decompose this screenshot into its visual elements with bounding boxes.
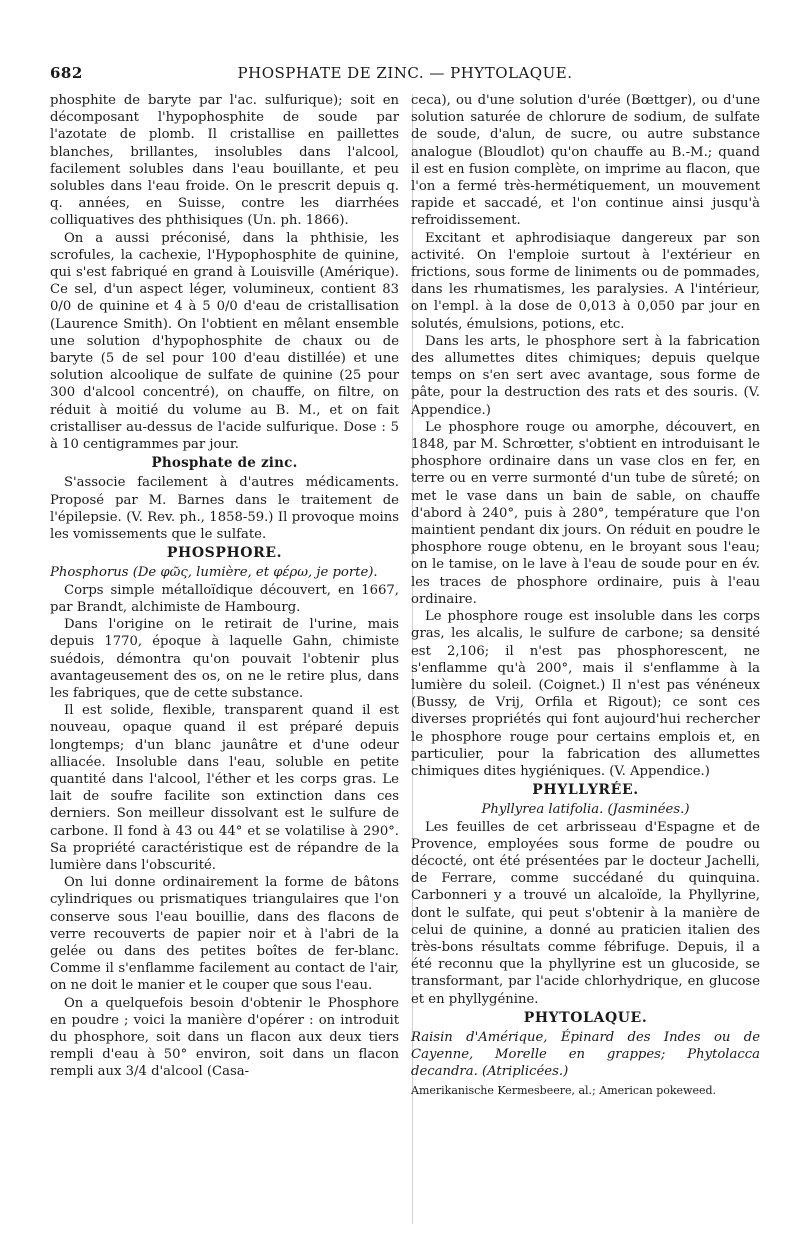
paragraph: Dans l'origine on le retirait de l'urine, mais depuis 1770, époque à laquelle Gahn, chimiste suédois, démontra qu'on pouvait l'obtenir plus avantageusement des os, on ne le retire plus, dans les fabriques, que de cette substance.: [50, 617, 399, 701]
latin-name: Phyllyrea latifolia. (Jasminées.): [481, 802, 690, 818]
paragraph: Excitant et aphrodisiaque dangereux par son activité. On l'emploie surtout à l'extérieur en frictions, sous forme de liniments ou de pommades, dans les rhumatismes, les paralysies. A l'intérieur, on l'empl. à la dose de 0,013 à 0,050 par jour en solutés, émulsions, potions, etc.: [411, 230, 760, 332]
paragraph: On lui donne ordinairement la forme de bâtons cylindriques ou prismatiques triangulaires que l'on conserve sous l'eau bouillie, dans des flacons de verre recouverts de papier noir et à l'abri de la gelée ou dans des petites boîtes de fer-blanc. Comme il s'enflamme facilement au contact de l'air, on ne doit le manier et le couper que sous l'eau.: [50, 875, 399, 994]
section-heading-phosphore: PHOSPHORE.: [166, 545, 283, 562]
left-column: [50, 92, 399, 1098]
section-heading-phytolaque: PHYTOLAQUE.: [523, 1009, 648, 1026]
paragraph: Les feuilles de cet arbrisseau d'Espagne et de Provence, employées sous forme de poudre ou décocté, ont été présentées par le docteur Jachelli, de Ferrare, comme succédané du quinquina. Carbonneri y a trouvé un alcaloïde, la Phyllyrine, dont le sulfate, qui peut s'obtenir à la manière de celui de quinine, a donné au praticien italien des très-bons résultats comme fébrifuge. Depuis, il a été reconnu que la phyllyrine est un glucoside, se transformant, par l'acide chlorhydrique, en glucose et en phyllygénine.: [411, 819, 760, 1007]
section-heading-phyllyree: PHYLLYRÉE.: [532, 782, 639, 799]
paragraph: S'associe facilement à d'autres médicaments. Proposé par M. Barnes dans le traitement de l'épilepsie. (V. Rev. ph., 1858-59.) Il provoque moins les vomissements que le sulfate.: [50, 475, 399, 543]
right-column: [411, 92, 760, 1098]
paragraph: Dans les arts, le phosphore sert à la fabrication des allumettes dites chimiques; depuis quelque temps on s'en sert avec avantage, sous forme de pâte, pour la destruction des rats et des souris. (V. Appendice.): [411, 333, 760, 418]
paragraph: On a aussi préconisé, dans la phthisie, les scrofules, la cachexie, l'Hypophosphite de quinine, qui s'est fabriqué en grand à Louisville (Amérique). Ce sel, d'un aspect léger, volumineux, contient 83 0/0 de quinine et 4 à 5 0/0 d'eau de cristallisation (Laurence Smith). On l'obtient en mêlant ensemble une solution d'hypophosphite de chaux ou de baryte (5 de sel pour 100 d'eau distillée) et une solution alcoolique de sulfate de quinine (25 pour 300 d'alcool concentré), on chauffe, on filtre, on réduit à moitié du volume au B. M., et on fait cristalliser au-dessus de l'acide sulfurique. Dose : 5 à 10 centigrammes par jour.: [50, 230, 399, 453]
latin-name: Phosphorus (De φῶς, lumière, et φέρω, je porte).: [50, 565, 378, 581]
foreign-names: Amerikanische Kermesbeere, al.; American pokeweed.: [411, 1083, 717, 1097]
section-heading-phosphate-de-zinc: Phosphate de zinc.: [151, 455, 298, 472]
paragraph: On a quelquefois besoin d'obtenir le Phosphore en poudre ; voici la manière d'opérer : on introduit du phosphore, soit dans un flacon aux deux tiers rempli d'eau à 50° environ, soit dans un flacon rempli aux 3/4 d'alcool (Casa-: [50, 995, 399, 1080]
synonyms: Raisin d'Amérique, Épinard des Indes ou de Cayenne, Morelle en grappes; Phytolacca decandra. (Atriplicées.): [411, 1029, 760, 1080]
text-columns: [50, 92, 760, 1098]
running-header: [50, 64, 760, 82]
paragraph: Le phosphore rouge est insoluble dans les corps gras, les alcalis, le sulfure de carbone; sa densité est 2,106; il n'est pas phosphorescent, ne s'enflamme qu'à 200°, mais il s'enflamme à la lumière du soleil. (Coignet.) Il n'est pas vénéneux (Bussy, de Vrij, Orfila et Rigout); ce sont ces diverses propriétés qui font aujourd'hui rechercher le phosphore rouge pour certains emplois et, en particulier, pour la fabrication des allumettes chimiques dites hygiéniques. (V. Appendice.): [411, 609, 760, 779]
paragraph: Le phosphore rouge ou amorphe, découvert, en 1848, par M. Schrœtter, s'obtient en introduisant le phosphore ordinaire dans un vase clos en fer, en terre ou en verre surmonté d'un tube de sûreté; on met le vase dans un bain de sable, on chauffe d'abord à 240°, puis à 280°, température que l'on maintient pendant dix jours. On réduit en poudre le phosphore rouge obtenu, en le broyant sous l'eau; on le tamise, on le lave à l'eau de soude pour en év. les traces de phosphore ordinaire, puis à l'eau ordinaire.: [411, 419, 760, 607]
running-title: PHOSPHATE DE ZINC. — PHYTOLAQUE.: [237, 64, 573, 82]
paragraph: phosphite de baryte par l'ac. sulfurique); soit en décomposant l'hypophosphite de soude par l'azotate de plomb. Il cristallise en paillettes blanches, brillantes, insolubles dans l'alcool, facilement solubles dans l'eau bouillante, et peu solubles dans l'eau froide. On le prescrit depuis q. q. années, en Suisse, contre les diarrhées colliquatives des phthisiques (Un. ph. 1866).: [50, 93, 399, 229]
paragraph: ceca), ou d'une solution d'urée (Bœttger), ou d'une solution saturée de chlorure de sodium, de sulfate de soude, d'alun, de sucre, ou autre substance analogue (Bloudlot) qu'on chauffe au B.-M.; quand il est en fusion complète, on imprime au flacon, que l'on a fermé très-hermétiquement, un mouvement rapide et saccadé, et l'on continue ainsi jusqu'à refroidissement.: [411, 93, 760, 229]
paragraph: Corps simple métalloïdique découvert, en 1667, par Brandt, alchimiste de Hambourg.: [50, 582, 399, 615]
paragraph: Il est solide, flexible, transparent quand il est nouveau, opaque quand il est préparé depuis longtemps; d'un blanc jaunâtre et d'une odeur alliacée. Insoluble dans l'eau, soluble en petite quantité dans l'alcool, l'éther et les corps gras. Le lait de soufre facilite son extinction dans ces derniers. Son meilleur dissolvant est le sulfure de carbone. Il fond à 43 ou 44° et se volatilise à 290°. Sa propriété caractéristique est de répandre de la lumière dans l'obscurité.: [50, 703, 399, 873]
page-number: 682: [50, 64, 83, 82]
